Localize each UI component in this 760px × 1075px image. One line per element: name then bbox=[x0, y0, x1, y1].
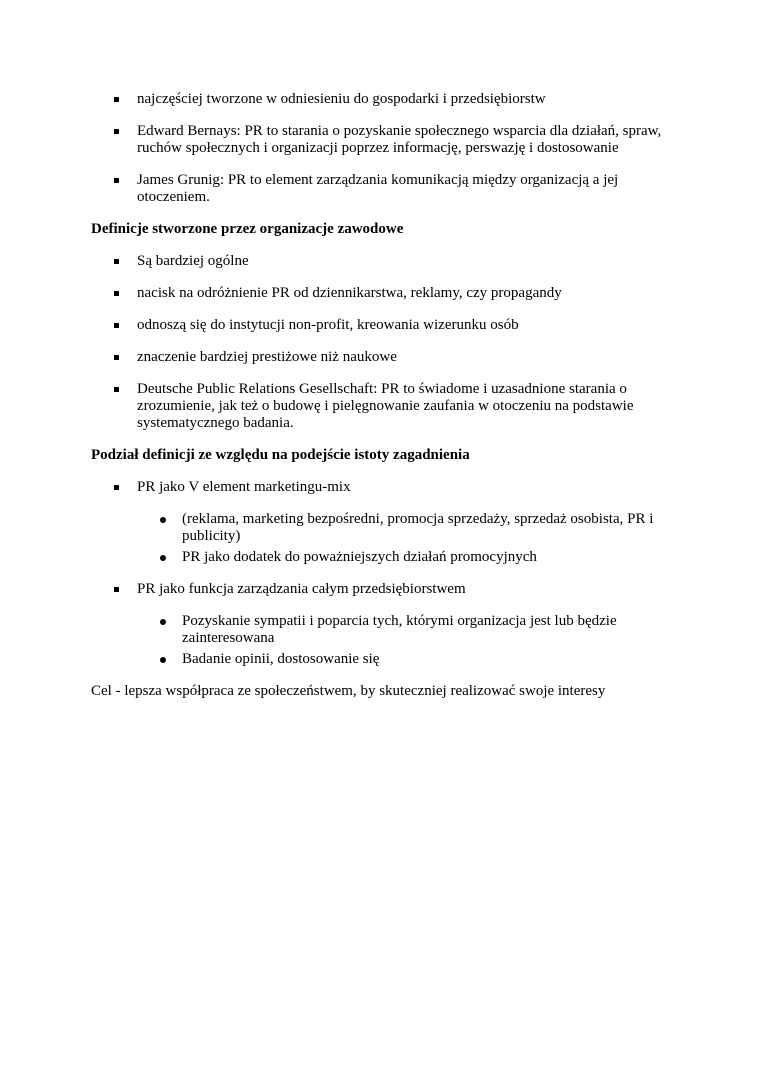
sub-list-item: Pozyskanie sympatii i poparcia tych, którymi organizacja jest lub będzie zainteresowana bbox=[91, 613, 676, 647]
list-item: James Grunig: PR to element zarządzania komunikacją między organizacją a jej otoczeniem. bbox=[91, 172, 676, 206]
section-heading-professional-definitions: Definicje stworzone przez organizacje zawodowe bbox=[91, 221, 404, 237]
division-sublist-part2 bbox=[91, 613, 676, 668]
division-sublist-part1 bbox=[91, 511, 676, 566]
list-item: Są bardziej ogólne bbox=[91, 253, 676, 270]
list-item: odnoszą się do instytucji non-profit, kreowania wizerunku osób bbox=[91, 317, 676, 334]
closing-paragraph: Cel - lepsza współpraca ze społeczeństwem, by skuteczniej realizować swoje interesy bbox=[91, 683, 606, 699]
list-item: PR jako V element marketingu-mix bbox=[91, 479, 676, 496]
top-bullet-list bbox=[91, 91, 676, 206]
list-item: PR jako funkcja zarządzania całym przedsiębiorstwem bbox=[91, 581, 676, 598]
list-item: najczęściej tworzone w odniesieniu do gospodarki i przedsiębiorstw bbox=[91, 91, 676, 108]
sub-list-item: PR jako dodatek do poważniejszych działań promocyjnych bbox=[91, 549, 676, 566]
list-item: znaczenie bardziej prestiżowe niż naukowe bbox=[91, 349, 676, 366]
sub-list-item: (reklama, marketing bezpośredni, promocja sprzedaży, sprzedaż osobista, PR i publicity) bbox=[91, 511, 676, 545]
division-list-part2 bbox=[91, 581, 676, 598]
section-heading-division: Podział definicji ze względu na podejście istoty zagadnienia bbox=[91, 447, 470, 463]
list-item: nacisk na odróżnienie PR od dziennikarstwa, reklamy, czy propagandy bbox=[91, 285, 676, 302]
document-body bbox=[91, 91, 676, 700]
sub-list-item: Badanie opinii, dostosowanie się bbox=[91, 651, 676, 668]
division-list-part1 bbox=[91, 479, 676, 496]
list-item: Edward Bernays: PR to starania o pozyskanie społecznego wsparcia dla działań, spraw, ruchów społecznych i organizacji poprzez informację, perswazję i dostosowanie bbox=[91, 123, 676, 157]
list-item: Deutsche Public Relations Gesellschaft: PR to świadome i uzasadnione starania o zrozumienie, jak też o budowę i pielęgnowanie zaufania w otoczeniu na podstawie systematycznego badania. bbox=[91, 381, 676, 432]
professional-definitions-list bbox=[91, 253, 676, 432]
